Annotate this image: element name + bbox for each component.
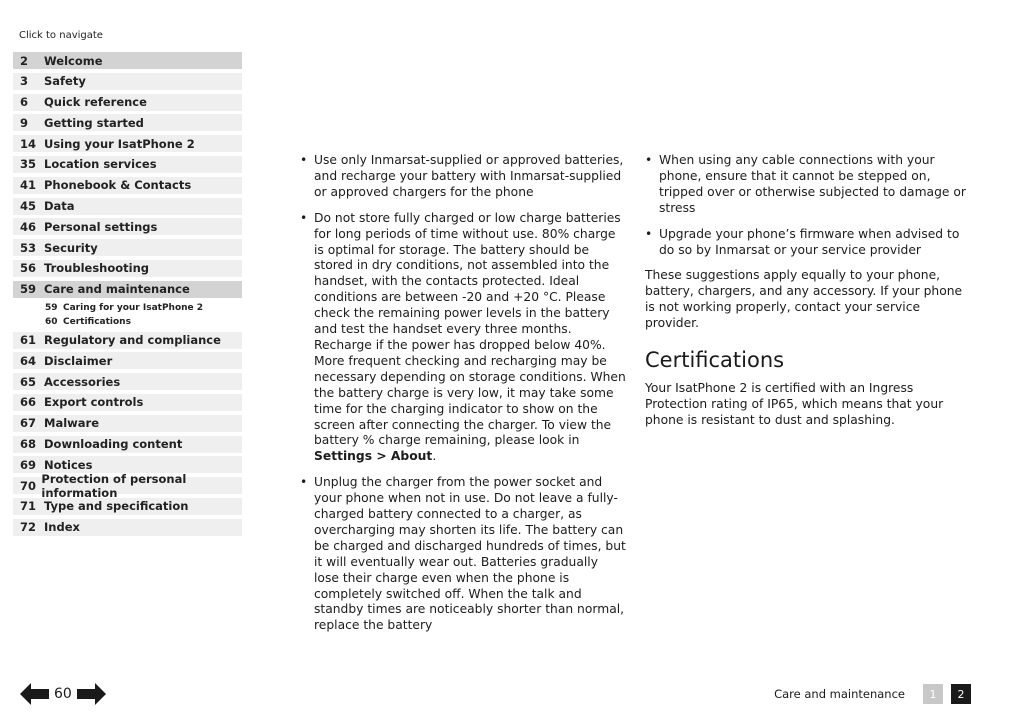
toc-item-number: 56 xyxy=(20,261,37,276)
content-column-1 xyxy=(300,153,626,644)
toc-item-label: Regulatory and compliance xyxy=(44,333,221,348)
toc-item-number: 72 xyxy=(20,520,37,535)
toc-item[interactable] xyxy=(13,218,242,235)
toc-item[interactable] xyxy=(13,73,242,90)
toc-item-number: 59 xyxy=(20,282,37,297)
toc-item-label: Notices xyxy=(44,457,93,472)
toc-item-label: Protection of personal information xyxy=(41,471,187,500)
page-number: 60 xyxy=(54,686,72,702)
toc-item[interactable] xyxy=(13,239,242,256)
toc-item-label: Security xyxy=(44,240,98,255)
list-item xyxy=(300,153,626,201)
toc-item-number: 61 xyxy=(20,333,37,348)
toc-subitem-number: 60 xyxy=(45,316,58,327)
settings-path: Settings > About xyxy=(314,449,433,464)
toc-item-label: Troubleshooting xyxy=(44,261,150,276)
toc-subitem-number: 59 xyxy=(45,302,58,313)
toc-subitem[interactable] xyxy=(13,315,242,329)
toc-item-number: 14 xyxy=(20,136,37,151)
page-navigation xyxy=(20,682,106,706)
toc-item[interactable] xyxy=(13,332,242,349)
content-column-2 xyxy=(645,153,975,429)
toc-item-number: 65 xyxy=(20,374,37,389)
certification-paragraph: Your IsatPhone 2 is certified with an Ingress Protection rating of IP65, which means that your phone is resistant to dust and splashing. xyxy=(645,381,944,427)
bullet-icon: • xyxy=(300,210,308,225)
toc-item-number: 9 xyxy=(20,115,29,130)
toc-item[interactable] xyxy=(13,519,242,536)
toc-item-label: Location services xyxy=(44,157,157,172)
toc-item[interactable] xyxy=(13,498,242,515)
toc-item-label: Downloading content xyxy=(44,437,183,452)
table-of-contents xyxy=(13,52,242,540)
toc-item[interactable] xyxy=(13,114,242,131)
toc-item[interactable] xyxy=(13,94,242,111)
toc-item[interactable] xyxy=(13,260,242,277)
toc-item-label: Data xyxy=(44,199,75,214)
list-item xyxy=(645,227,975,259)
toc-item-number: 69 xyxy=(20,457,37,472)
arrow-right-icon[interactable] xyxy=(76,683,106,705)
toc-item-number: 3 xyxy=(20,74,29,89)
toc-item[interactable] xyxy=(13,135,242,152)
toc-item[interactable] xyxy=(13,352,242,369)
toc-item-number: 6 xyxy=(20,95,29,110)
bullet-text: Upgrade your phone’s firmware when advised to do so by Inmarsat or your service provider xyxy=(659,226,960,257)
toc-subsection-list xyxy=(13,301,242,329)
toc-item-label: Using your IsatPhone 2 xyxy=(44,136,195,151)
toc-item[interactable] xyxy=(13,198,242,215)
toc-item[interactable] xyxy=(13,373,242,390)
toc-item-number: 35 xyxy=(20,157,37,172)
bullet-text: When using any cable connections with your phone, ensure that it cannot be stepped on, tripped over or otherwise subjected to damage or stress xyxy=(659,153,966,215)
bullet-text: Unplug the charger from the power socket and your phone when not in use. Do not leave a fully-charged battery connected to a charger, as overcharging may shorten its life. The battery can be charged and discharged hundreds of times, but it will eventually wear out. Batteries gradually lose their charge even when the phone is completely switched off. When the talk and standby times are noticeably shorter than normal, replace the battery xyxy=(314,475,626,633)
toc-item-label: Export controls xyxy=(44,395,144,410)
toc-item-label: Disclaimer xyxy=(44,353,113,368)
toc-item-label: Getting started xyxy=(44,115,144,130)
list-item xyxy=(300,211,626,466)
summary-paragraph: These suggestions apply equally to your phone, battery, chargers, and any accessory. If your phone is not working properly, contact your service provider. xyxy=(645,268,963,331)
toc-subitem-label: Caring for your IsatPhone 2 xyxy=(63,302,204,313)
bullet-text: Use only Inmarsat-supplied or approved batteries, and recharge your battery with Inmarsat-supplied or approved chargers for the phone xyxy=(314,153,624,199)
list-item xyxy=(645,153,975,217)
toc-item[interactable] xyxy=(13,52,242,69)
bullet-text: Do not store fully charged or low charge batteries for long periods of time without use. 80% charge is optimal for storage. The battery should be stored in dry conditions, not assembled into the handset, with the contacts protected. Ideal conditions are between -20 and +20 °C. Please check the remaining power levels in the battery and test the handset every three months. Recharge if the power has dropped below 40%. More frequent checking and recharging may be necessary depending on storage conditions. When the battery charge is very low, it may take some time for the charging indicator to show on the screen after connecting the charger. To view the battery % charge remaining, please look in Settings > About. xyxy=(314,210,626,464)
toc-item-number: 46 xyxy=(20,219,37,234)
toc-item-number: 71 xyxy=(20,499,37,514)
toc-item-label: Personal settings xyxy=(44,219,158,234)
toc-item-number: 41 xyxy=(20,178,37,193)
toc-item-number: 68 xyxy=(20,437,37,452)
toc-item[interactable] xyxy=(13,436,242,453)
arrow-left-icon[interactable] xyxy=(20,683,50,705)
toc-item-label: Accessories xyxy=(44,374,121,389)
page-tab-1[interactable]: 1 xyxy=(923,684,943,704)
toc-item[interactable] xyxy=(13,394,242,411)
bullet-icon: • xyxy=(300,475,308,490)
toc-item-label: Safety xyxy=(44,74,86,89)
toc-item-number: 2 xyxy=(20,53,29,68)
bullet-icon: • xyxy=(645,153,653,167)
footer-section xyxy=(774,684,971,704)
toc-item-number: 64 xyxy=(20,353,37,368)
toc-item[interactable] xyxy=(13,156,242,173)
toc-item-number: 70 xyxy=(20,478,37,493)
toc-item-label: Care and maintenance xyxy=(44,282,190,297)
toc-item-label: Welcome xyxy=(44,53,103,68)
toc-item[interactable] xyxy=(13,471,242,500)
page-tab-2[interactable]: 2 xyxy=(951,684,971,704)
nav-hint: Click to navigate xyxy=(19,30,103,41)
toc-item-number: 67 xyxy=(20,416,37,431)
section-heading: Certifications xyxy=(645,348,785,373)
section-name: Care and maintenance xyxy=(774,687,905,701)
toc-item-label: Quick reference xyxy=(44,95,147,110)
list-item xyxy=(300,475,626,634)
bullet-icon: • xyxy=(645,226,653,241)
toc-item[interactable] xyxy=(13,281,242,298)
toc-item-number: 66 xyxy=(20,395,37,410)
toc-item-label: Phonebook & Contacts xyxy=(44,178,192,193)
toc-item-label: Index xyxy=(44,520,80,535)
toc-item[interactable] xyxy=(13,415,242,432)
toc-subitem-label: Certifications xyxy=(63,316,131,327)
toc-item-number: 53 xyxy=(20,240,37,255)
toc-item-label: Type and specification xyxy=(44,499,189,514)
toc-item-number: 45 xyxy=(20,199,37,214)
toc-item-label: Malware xyxy=(44,416,100,431)
bullet-icon: • xyxy=(300,153,308,167)
toc-item[interactable] xyxy=(13,177,242,194)
toc-subitem[interactable] xyxy=(13,301,242,315)
